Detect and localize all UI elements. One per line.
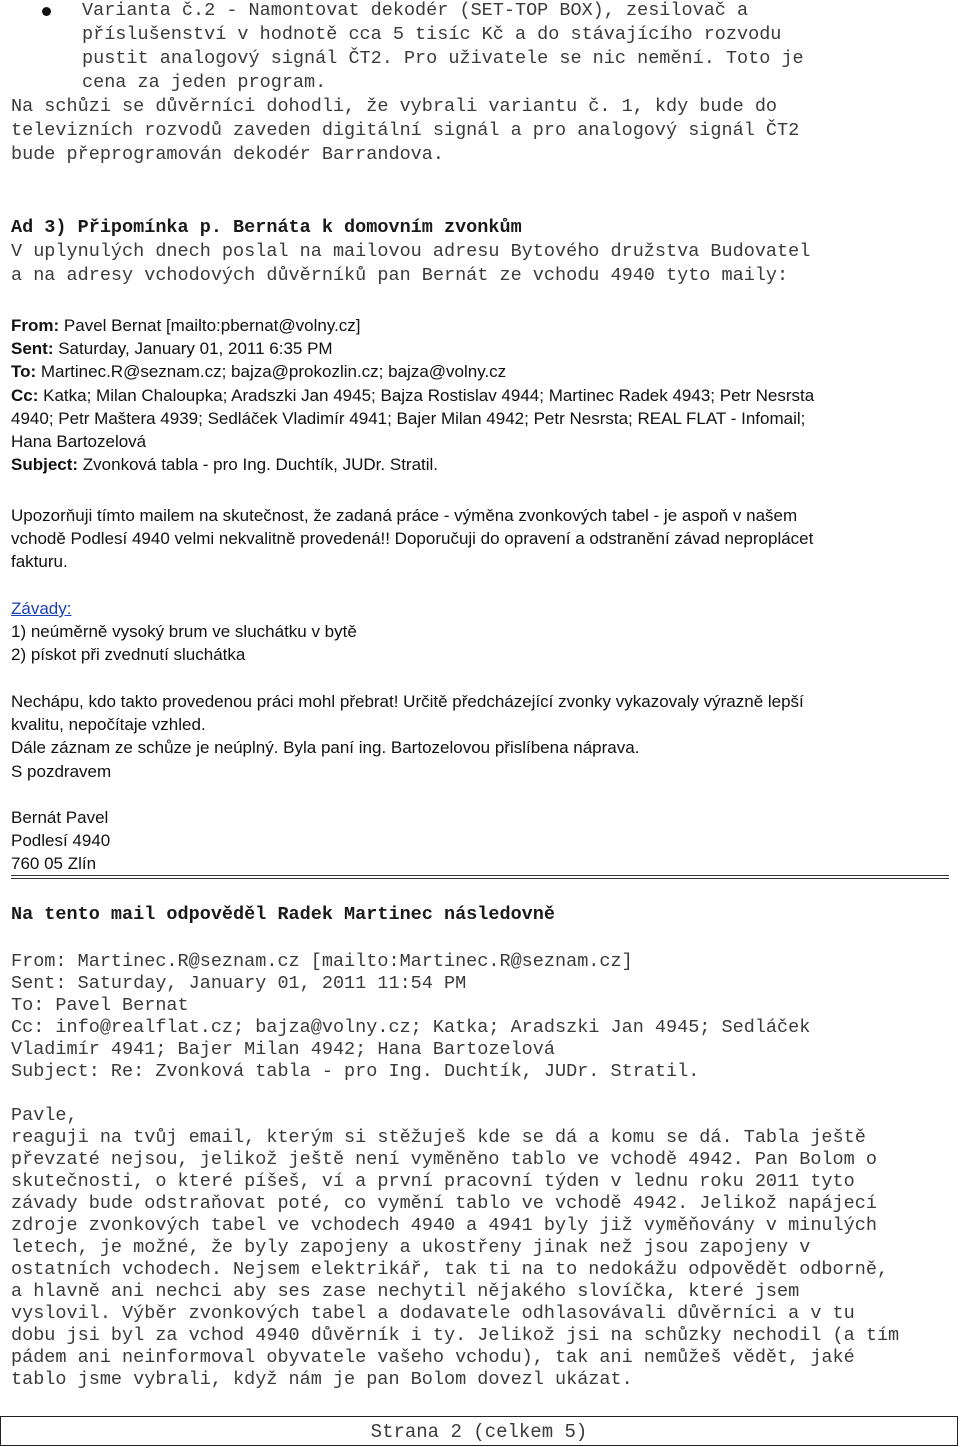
reply-line: pádem ani neinformoval obyvatele vašeho vchodu), tak ani nemůžeš vědět, jaké [11, 1347, 855, 1368]
bullet-dot-icon [42, 7, 51, 16]
email-cc-line-2: 4940; Petr Maštera 4939; Sedláček Vladimír 4941; Bajer Milan 4942; Petr Nesrsta; REAL FLAT - Infomail; [11, 408, 806, 428]
reply-greeting: Pavle, [11, 1105, 78, 1126]
reply-cc-line-2: Vladimír 4941; Bajer Milan 4942; Hana Bartozelová [11, 1039, 555, 1060]
email-header [11, 314, 951, 476]
reply-line: vyslovil. Výběr zvonkových tabel a dodavatele odhlasovávali důvěrníci a v tu [11, 1303, 855, 1324]
email-sent: Sent: Saturday, January 01, 2011 6:35 PM [11, 339, 333, 359]
page-number-label: Strana 2 (celkem 5) [370, 1421, 588, 1443]
reply-line: zdroje zvonkových tabel ve vchodech 4940 a 4941 byly již vyměňovány v minulých [11, 1215, 877, 1236]
email-body-line: Dále záznam ze schůze je neúplný. Byla paní ing. Bartozelovou přislíbena náprava. [11, 738, 640, 758]
reply-line: tablo jsme vybrali, když nám je pan Bolom dovezl ukázat. [11, 1369, 633, 1390]
email-from: From: Pavel Bernat [mailto:pbernat@volny.cz] [11, 316, 361, 335]
signature-line: 760 05 Zlín [11, 854, 97, 874]
reply-line: ostatních vchodech. Nejsem elektrikář, tak ti na to nedokážu odpovědět odborně, [11, 1259, 889, 1280]
reply-line: převzaté nejsou, jelikož ještě není vyměněno tablo ve vchodě 4942. Pan Bolom o [11, 1149, 877, 1170]
reply-cc: Cc: info@realflat.cz; bajza@volny.cz; Katka; Aradszki Jan 4945; Sedláček [11, 1017, 811, 1038]
bullet-line-2: příslušenství v hodnotě cca 5 tisíc Kč a do stávajícího rozvodu [82, 24, 782, 45]
reply-line: skutečnosti, o které píšeš, ví a první pracovní týden v lednu roku 2011 tyto [11, 1171, 855, 1192]
reply-from: From: Martinec.R@seznam.cz [mailto:Martinec.R@seznam.cz] [11, 951, 633, 972]
reply-line: letech, je možné, že byly zapojeny a ukostřeny jinak než jsou zapojeny v [11, 1237, 811, 1258]
section-3-heading: Ad 3) Připomínka p. Bernáta k domovním zvonkům [11, 217, 522, 238]
intro-line-1: Na schůzi se důvěrníci dohodli, že vybrali variantu č. 1, kdy bude do [11, 96, 778, 117]
bullet-line-1: Varianta č.2 - Namontovat dekodér (SET-TOP BOX), zesilovač a [82, 0, 749, 21]
email-body-line: S pozdravem [11, 761, 112, 781]
signature-line: Podlesí 4940 [11, 831, 111, 851]
signature-line: Bernát Pavel [11, 808, 109, 827]
reply-header [11, 951, 951, 1083]
section-3-line-1: V uplynulých dnech poslal na mailovou adresu Bytového družstva Budovatel [11, 241, 811, 262]
section-3-line-2: a na adresy vchodových důvěrníků pan Bernát ze vchodu 4940 tyto maily: [11, 265, 789, 286]
page-footer [0, 1416, 958, 1446]
email-cc-line-3: Hana Bartozelová [11, 432, 147, 452]
intro-line-2: televizních rozvodů zaveden digitální signál a pro analogový signál ČT2 [11, 120, 800, 141]
email-subject: Subject: Zvonková tabla - pro Ing. Duchtík, JUDr. Stratil. [11, 455, 439, 475]
defect-item: 2) pískot při zvednutí sluchátka [11, 645, 246, 665]
reply-line: dobu jsi byl za vchod 4940 důvěrník i ty. Jelikož jsi na schůzky nechodil (a tím [11, 1325, 900, 1346]
email-body-line: kvalitu, nepočítaje vzhled. [11, 715, 206, 735]
reply-sent: Sent: Saturday, January 01, 2011 11:54 PM [11, 973, 467, 994]
bullet-item [82, 0, 947, 95]
defects-link[interactable]: Závady: [11, 599, 72, 618]
reply-body [11, 1105, 947, 1391]
reply-heading: Na tento mail odpověděl Radek Martinec následovně [11, 904, 555, 925]
intro-paragraph [11, 95, 947, 167]
defects-block [11, 597, 951, 667]
email-body-1 [11, 504, 951, 574]
intro-line-3: bude přeprogramován dekodér Barrandova. [11, 144, 444, 165]
separator-rule [11, 878, 949, 879]
reply-line: reaguji na tvůj email, kterým si stěžuješ kde se dá a komu se dá. Tabla ještě [11, 1127, 866, 1148]
reply-line: závady bude odstraňovat poté, co vymění tablo ve vchodě 4942. Jelikož napájecí [11, 1193, 877, 1214]
email-body-line: Upozorňuji tímto mailem na skutečnost, že zadaná práce - výměna zvonkových tabel - je aspoň v našem [11, 506, 798, 525]
separator-rule [11, 875, 949, 876]
bullet-line-4: cena za jeden program. [82, 72, 327, 93]
reply-subject: Subject: Re: Zvonková tabla - pro Ing. Duchtík, JUDr. Stratil. [11, 1061, 700, 1082]
bullet-line-3: pustit analogový signál ČT2. Pro uživatele se nic nemění. Toto je [82, 48, 804, 69]
defect-item: 1) neúměrně vysoký brum ve sluchátku v bytě [11, 622, 357, 642]
email-body-line: vchodě Podlesí 4940 velmi nekvalitně provedená!! Doporučuji do opravení a odstranění závad neproplácet [11, 529, 814, 549]
email-cc: Cc: Katka; Milan Chaloupka; Aradszki Jan 4945; Bajza Rostislav 4944; Martinec Radek 4943; Petr Nesrsta [11, 385, 815, 405]
reply-line: a hlavně ani nechci aby ses zase nechytil nějakého slovíčka, které jsem [11, 1281, 800, 1302]
email-to: To: Martinec.R@seznam.cz; bajza@prokozlin.cz; bajza@volny.cz [11, 362, 507, 382]
email-body-2 [11, 690, 951, 783]
section-3 [11, 216, 947, 288]
reply-to: To: Pavel Bernat [11, 995, 189, 1016]
email-body-line: fakturu. [11, 552, 68, 572]
signature [11, 806, 951, 876]
email-body-line: Nechápu, kdo takto provedenou práci mohl přebrat! Určitě předcházející zvonky vykazovaly výrazně lepší [11, 692, 804, 711]
